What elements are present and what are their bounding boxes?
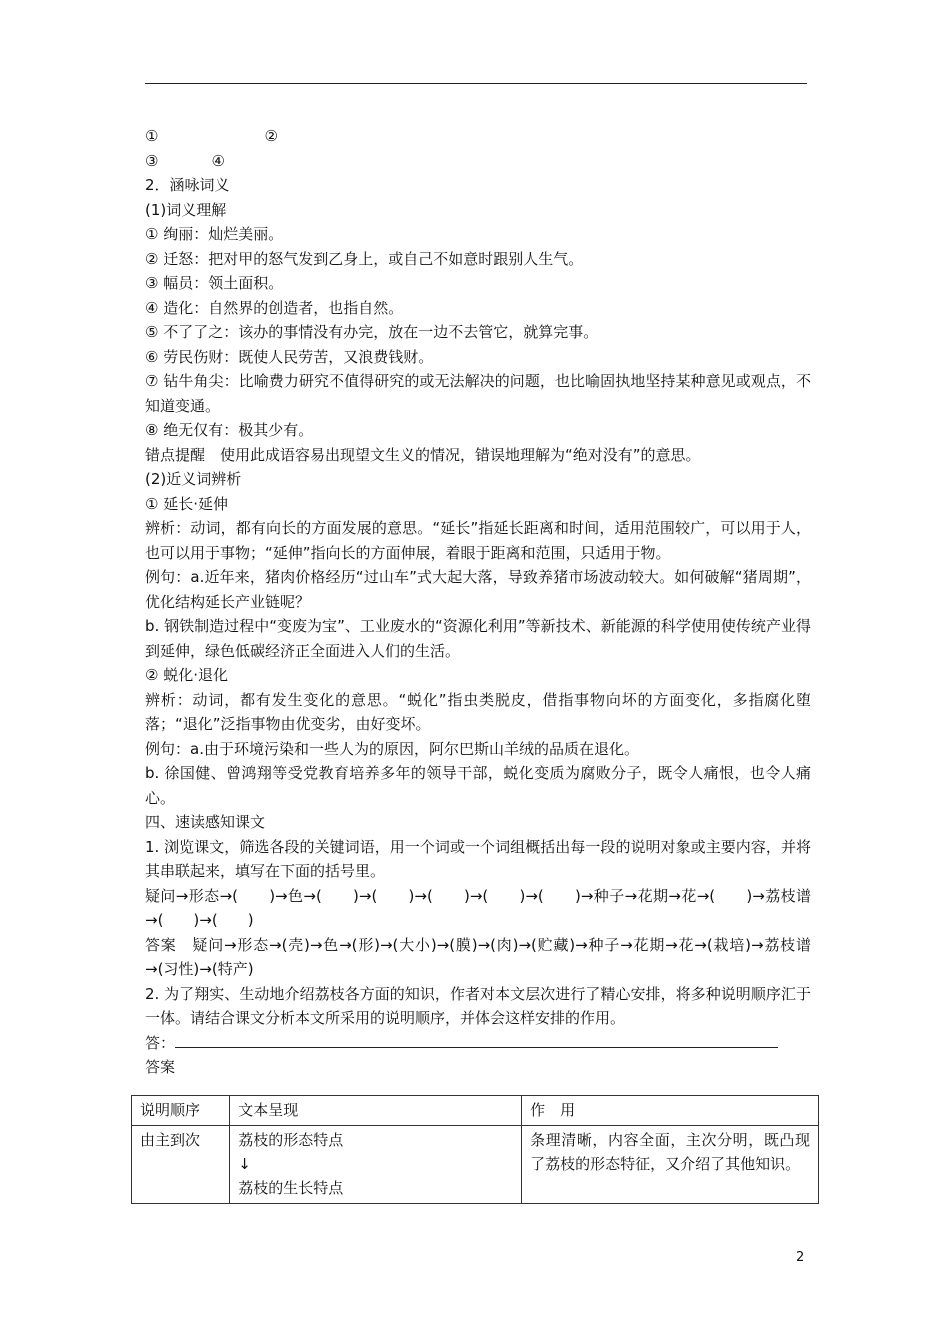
text-item: 荔枝的生长特点 [238,1179,344,1197]
answer-underline[interactable] [175,1033,778,1048]
synonym-title: ① 延长·延伸 [145,494,228,513]
subheading: (2)近义词辨析 [145,470,242,488]
section-heading: 2．涵咏词义 [145,176,230,194]
text-item: 荔枝的形态特点 [238,1131,344,1149]
blank-line-1 [145,124,811,149]
example-paragraph: b. 徐国健、曾鸿翔等受党教育培养多年的领导干部，蜕化变质为腐败分子，既令人痛恨，也令人痛心。 [145,764,811,807]
analysis-paragraph: 辨析：动词，都有发生变化的意思。“蜕化”指虫类脱皮，借指事物向坏的方面变化，多指腐化堕落；“退化”泛指事物由优变劣，由好变坏。 [145,690,811,733]
circle-4: ④ [211,151,225,170]
table-row [132,1126,819,1204]
subheading: (1)词义理解 [145,200,227,219]
definition-item: ⑦ 钻牛角尖：比喻费力研究不值得研究的或无法解决的问题，也比喻固执地坚持某种意见或观点，不知道变通。 [145,372,811,415]
definition-item: ④ 造化：自然界的创造者，也指自然。 [145,298,404,317]
analysis-paragraph: 辨析：动词，都有向长的方面发展的意思。“延长”指延长距离和时间，适用范围较广，可以用于人，也可以用于事物；“延伸”指向长的方面伸展，着眼于距离和范围，只适用于物。 [145,519,811,562]
table-header-row [132,1096,819,1126]
fill-in-chain: 疑问→形态→( )→色→( )→( )→( )→( )→( )→种子→花期→花→( )→荔枝谱→( )→( ) [145,886,811,929]
definition-item: ⑥ 劳民伤财：既使人民劳苦，又浪费钱财。 [145,347,434,366]
example-paragraph: 例句：a.近年来，猪肉价格经历“过山车”式大起大落，导致养猪市场波动较大。如何破解“猪周期”，优化结构延长产业链呢？ [145,568,811,611]
down-arrow-icon: ↓ [238,1155,251,1173]
answer-table [131,1095,819,1204]
definition-item: ③ 幅员：领土面积。 [145,274,284,292]
definition-item: ⑧ 绝无仅有：极其少有。 [145,421,314,439]
table-cell-text [230,1126,522,1204]
blank-line-2 [145,149,811,174]
answer-heading: 答案 [145,1058,176,1076]
circle-2: ② [264,127,278,145]
circle-3: ③ [145,151,159,170]
circle-1: ① [145,127,159,145]
definition-item: ② 迁怒：把对甲的怒气发到乙身上，或自己不如意时跟别人生气。 [145,249,584,268]
table-cell-order: 由主到次 [132,1126,230,1204]
section-heading: 四、速读感知课文 [145,813,266,831]
definition-item: ⑤ 不了了之：该办的事情没有办完，放在一边不去管它，就算完事。 [145,323,599,341]
header-rule [145,83,807,84]
question-paragraph: 2. 为了翔实、生动地介绍荔枝各方面的知识，作者对本文层次进行了精心安排，将多种说明顺序汇于一体。请结合课文分析本文所采用的说明顺序，并体会这样安排的作用。 [145,984,811,1027]
page-number: 2 [796,1250,805,1265]
definition-item: ① 绚丽：灿烂美丽。 [145,225,284,243]
answer-label: 答： [145,1033,176,1052]
synonym-title: ② 蜕化·退化 [145,666,228,684]
document-body [145,124,811,1080]
table-header: 文本呈现 [230,1096,522,1126]
question-paragraph: 1. 浏览课文，筛选各段的关键词语，用一个词或一个词组概括出每一段的说明对象或主要内容，并将其串联起来，填写在下面的括号里。 [145,837,811,880]
answer-blank [145,1031,811,1056]
table-header: 说明顺序 [132,1096,230,1126]
error-tip: 错点提醒 使用此成语容易出现望文生义的情况，错误地理解为“绝对没有”的意思。 [145,445,701,464]
example-paragraph: 例句：a.由于环境污染和一些人为的原因，阿尔巴斯山羊绒的品质在退化。 [145,739,639,758]
example-paragraph: b. 钢铁制造过程中“变废为宝”、工业废水的“资源化利用”等新技术、新能源的科学使用使传统产业得到延伸，绿色低碳经济正全面进入人们的生活。 [145,617,811,660]
answer-chain: 答案 疑问→形态→(壳)→色→(形)→(大小)→(膜)→(肉)→(贮藏)→种子→花期→花→(栽培)→荔枝谱→(习性)→(特产) [145,935,811,978]
table-header: 作 用 [522,1096,819,1126]
table-cell-effect: 条理清晰，内容全面，主次分明，既凸现了荔枝的形态特征，又介绍了其他知识。 [522,1126,819,1204]
